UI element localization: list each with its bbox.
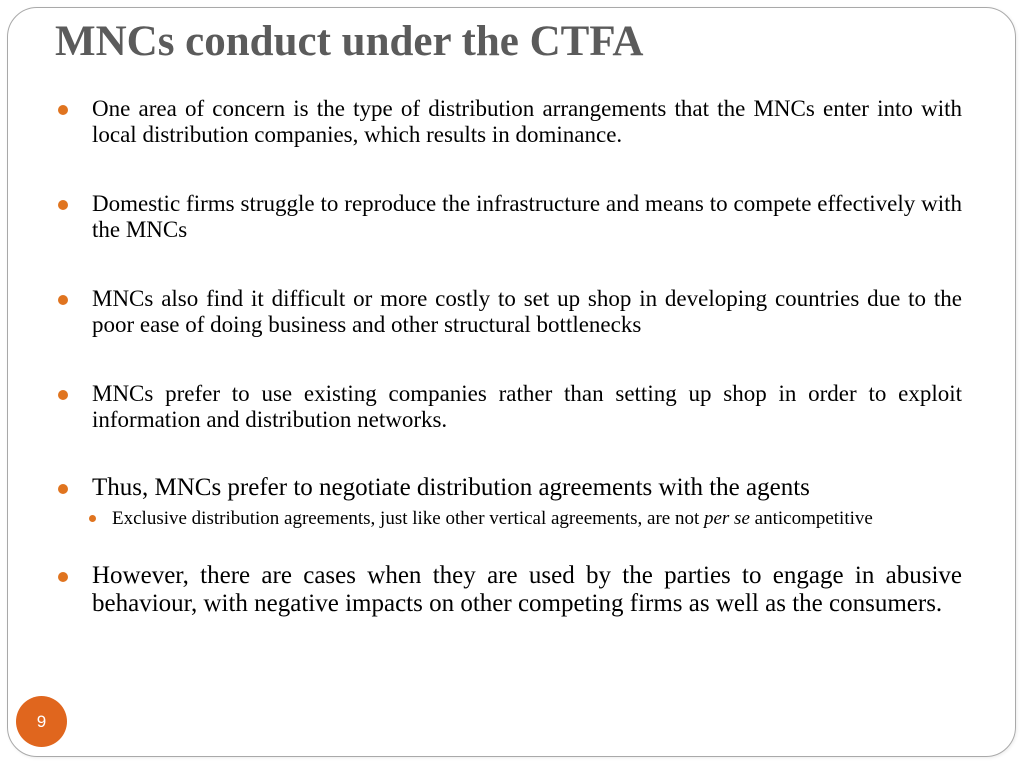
slide-title: MNCs conduct under the CTFA xyxy=(55,18,644,65)
sub-bullet-emphasis: per se xyxy=(703,508,750,529)
bullet-text: One area of concern is the type of distribution arrangements that the MNCs enter into with local distribution companies, which results in dominance. xyxy=(92,96,962,147)
bullet-text: Domestic firms struggle to reproduce the infrastructure and means to compete effectively with the MNCs xyxy=(92,191,962,242)
bullet-text: MNCs also find it difficult or more costly to set up shop in developing countries due to the poor ease of doing business and other structural bottlenecks xyxy=(92,286,962,337)
bullet-text: MNCs prefer to use existing companies rather than setting up shop in order to exploit information and distribution networks. xyxy=(92,381,962,432)
bullet-dot-icon xyxy=(58,572,68,582)
sub-bullet-dot-icon xyxy=(89,515,96,522)
bullet-item xyxy=(58,381,962,433)
bullet-dot-icon xyxy=(58,484,68,494)
sub-bullet-text-before: Exclusive distribution agreements, just like other vertical agreements, are not xyxy=(112,508,704,529)
bullet-dot-icon xyxy=(58,295,68,305)
bullet-text: However, there are cases when they are used by the parties to engage in abusive behaviour, with negative impacts on other competing firms as well as the consumers. xyxy=(92,562,962,617)
page-number-badge: 9 xyxy=(16,696,67,747)
bullet-item xyxy=(58,96,962,148)
bullet-dot-icon xyxy=(58,105,68,115)
bullet-item xyxy=(58,473,962,503)
bullet-dot-icon xyxy=(58,390,68,400)
bullet-item xyxy=(58,286,962,338)
bullet-dot-icon xyxy=(58,200,68,210)
sub-bullet-text-after: anticompetitive xyxy=(749,508,873,529)
sub-bullet-item xyxy=(89,507,962,530)
bullet-item xyxy=(58,191,962,243)
bullet-text: Thus, MNCs prefer to negotiate distribution agreements with the agents xyxy=(92,474,810,501)
bullet-list xyxy=(58,96,962,618)
bullet-item xyxy=(58,562,962,618)
